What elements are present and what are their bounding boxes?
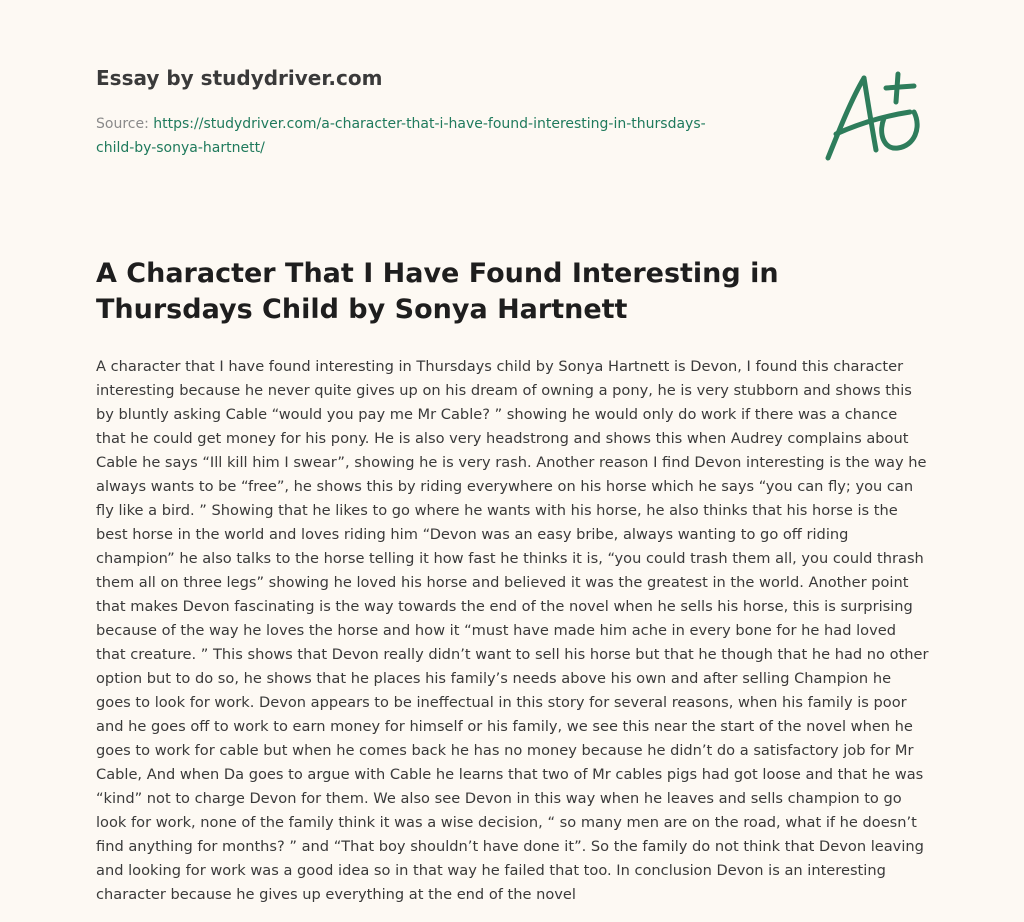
source-link-line1: https://studydriver.com/a-character-that-i-have-found-interesting-in-thursdays- — [153, 116, 706, 132]
source-label: Source: — [96, 116, 149, 132]
source-line — [96, 112, 776, 160]
source-link-line2: child-by-sonya-hartnett/ — [96, 140, 265, 156]
a-plus-logo-icon — [818, 68, 930, 164]
page-header — [96, 64, 776, 160]
article-body: A character that I have found interesting in Thursdays child by Sonya Hartnett is Devon, I found this character interesting because he never quite gives up on his dream of owning a pony, he is very stubborn and shows this by bluntly asking Cable “would you pay me Mr Cable? ” showing he would only do work if there was a chance that he could get money for his pony. He is also very headstrong and shows this when Audrey complains about Cable he says “Ill kill him I swear”, showing he is very rash. Another reason I find Devon interesting is the way he always wants to be “free”, he shows this by riding everywhere on his horse which he says “you can fly; you can fly like a bird. ” Showing that he likes to go where he wants with his horse, he also thinks that his horse is the best horse in the world and loves riding him “Devon was an easy bribe, always wanting to go off riding champion” he also talks to the horse telling it how fast he thinks it is, “you could trash them all, you could thrash them all on three legs” showing he loved his horse and believed it was the greatest in the world. Another point that makes Devon fascinating is the way towards the end of the novel when he sells his horse, this is surprising because of the way he loves the horse and how it “must have made him ache in every bone for he had loved that creature. ” This shows that Devon really didn’t want to sell his horse but that he though that he had no other option but to do so, he shows that he places his family’s needs above his own and after selling Champion he goes to look for work. Devon appears to be ineffectual in this story for several reasons, when his family is poor and he goes off to work to earn money for himself or his family, we see this near the start of the novel when he goes to work for cable but when he comes back he has no money because he didn’t do a satisfactory job for Mr Cable, And when Da goes to argue with Cable he learns that two of Mr cables pigs had got loose and that he was “kind” not to charge Devon for them. We also see Devon in this way when he leaves and sells champion to go look for work, none of the family think it was a wise decision, “ so many men are on the road, what if he doesn’t find anything for months? ” and “That boy shouldn’t have done it”. So the family do not think that Devon leaving and looking for work was a good idea so in that way he failed that too. In conclusion Devon is an interesting character because he gives up everything at the end of the novel — [96, 358, 929, 903]
article-title: A Character That I Have Found Interesting in Thursdays Child by Sonya Hartnett — [96, 258, 779, 325]
source-link[interactable] — [96, 116, 706, 156]
site-brand: Essay by studydriver.com — [96, 66, 383, 90]
